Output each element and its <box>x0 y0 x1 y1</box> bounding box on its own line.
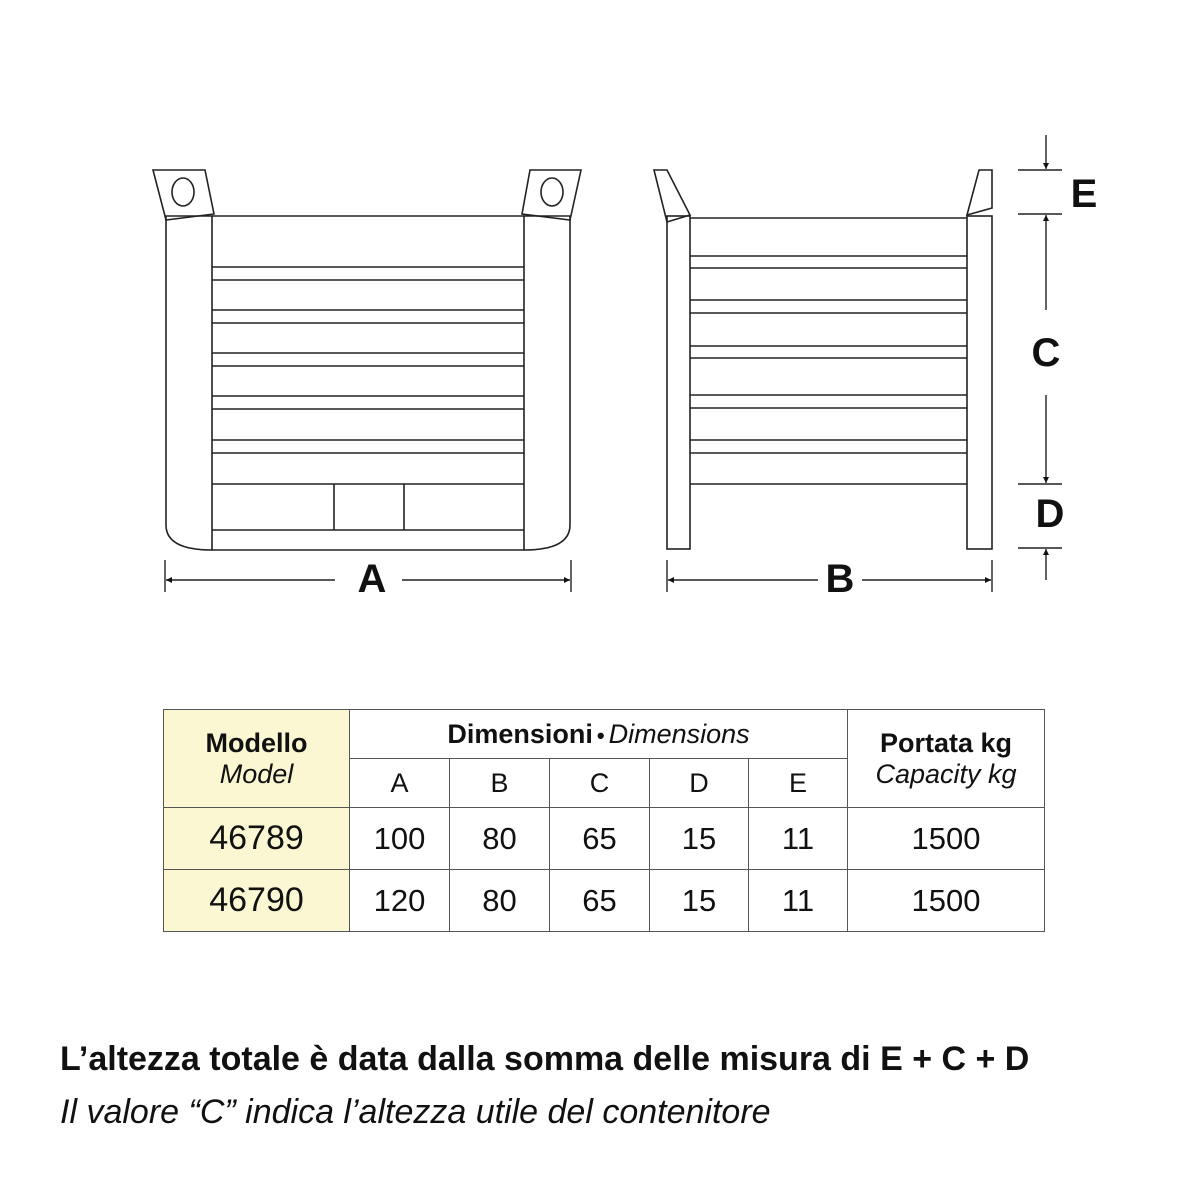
value-b: 80 <box>450 808 550 870</box>
side-right-lug <box>967 170 992 215</box>
front-view <box>153 170 581 550</box>
dimension-e-label: E <box>1070 172 1098 216</box>
model-header-cell <box>164 710 350 808</box>
dimension-a-label: A <box>357 557 387 601</box>
useful-height-note: Il valore “C” indica l’altezza utile del contenitore <box>60 1093 771 1131</box>
side-view <box>654 170 992 549</box>
front-slats <box>212 267 524 530</box>
capacity-header-cell <box>848 710 1045 808</box>
total-height-note: L’altezza totale è data dalla somma delle misura di E + C + D <box>60 1040 1030 1078</box>
dimensions-header: Dimensioni <box>447 718 593 749</box>
front-left-lifting-lug <box>153 170 214 220</box>
front-right-lifting-lug <box>522 170 581 220</box>
capacity-header: Portata kg <box>879 727 1013 758</box>
capacity-value: 1500 <box>848 808 1045 870</box>
side-left-lug <box>654 170 690 222</box>
subheader-e: E <box>749 759 848 808</box>
value-c: 65 <box>550 870 650 932</box>
value-e: 11 <box>749 808 848 870</box>
dimensions-header-cell <box>350 710 848 759</box>
model-header-en: Model <box>219 758 294 789</box>
capacity-value: 1500 <box>848 870 1045 932</box>
subheader-d: D <box>650 759 749 808</box>
dimensions-separator: • <box>596 722 605 748</box>
subheader-a: A <box>350 759 450 808</box>
dimension-c-label: C <box>1031 331 1061 375</box>
value-c: 65 <box>550 808 650 870</box>
value-b: 80 <box>450 870 550 932</box>
value-a: 100 <box>350 808 450 870</box>
value-a: 120 <box>350 870 450 932</box>
side-right-post <box>967 216 992 549</box>
dimension-d-label: D <box>1035 492 1065 536</box>
value-d: 15 <box>650 808 749 870</box>
model-code: 46789 <box>164 808 350 870</box>
value-e: 11 <box>749 870 848 932</box>
front-left-post <box>166 216 212 550</box>
side-left-post <box>667 216 690 549</box>
table-header-row <box>164 710 1045 759</box>
front-right-post <box>524 216 570 550</box>
subheader-c: C <box>550 759 650 808</box>
model-header: Modello <box>205 727 308 758</box>
model-code: 46790 <box>164 870 350 932</box>
table-row <box>164 870 1045 932</box>
dimensions-header-en: Dimensions <box>608 718 750 749</box>
value-d: 15 <box>650 870 749 932</box>
table-row <box>164 808 1045 870</box>
capacity-header-en: Capacity kg <box>875 758 1017 789</box>
dimension-b-label: B <box>825 557 855 601</box>
specifications-table <box>163 709 1045 932</box>
side-slats <box>690 218 967 484</box>
subheader-b: B <box>450 759 550 808</box>
